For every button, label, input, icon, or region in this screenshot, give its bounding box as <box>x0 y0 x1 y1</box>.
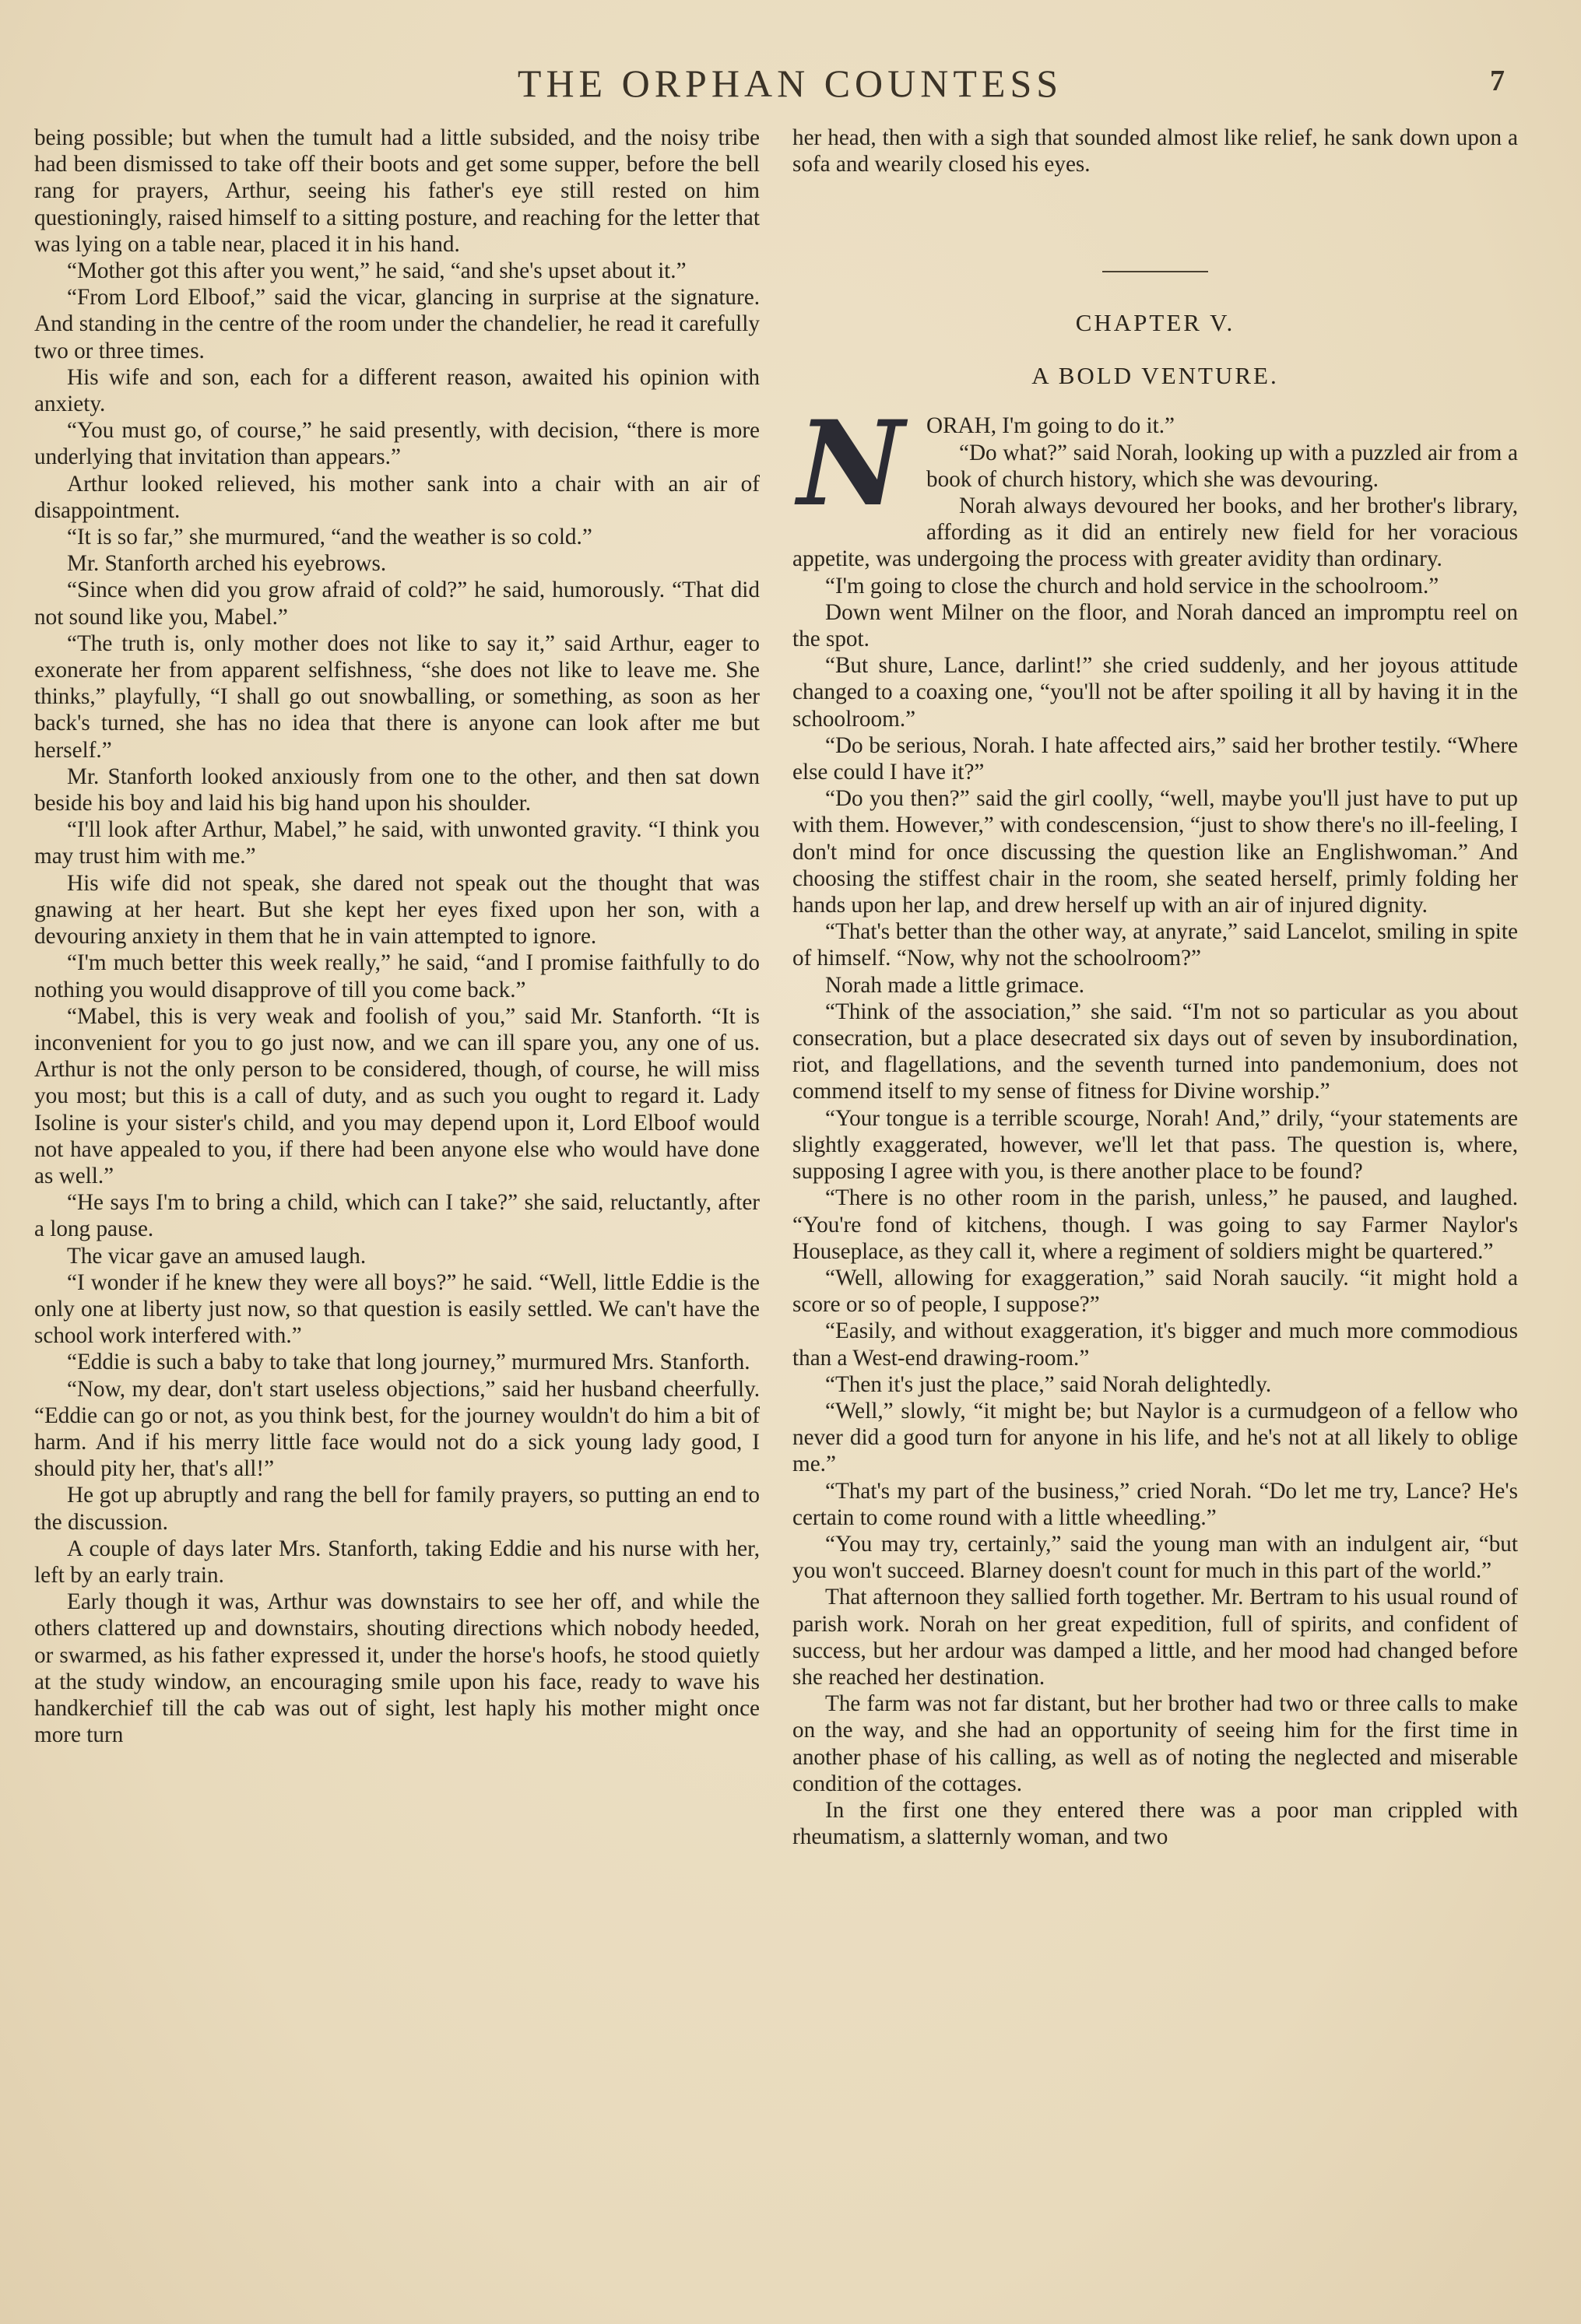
paragraph: Norah made a little grimace. <box>825 972 1085 998</box>
paragraph: her head, then with a sigh that sounded almost like relief, he sank down upon a sofa and wearily closed his eyes. <box>792 125 1518 177</box>
paragraph: “The truth is, only mother does not like to say it,” said Arthur, eager to exonerate her from apparent selfishness, “she does not like to leave me. She thinks,” playfully, “I shall go out snowballing, or something, as soon as her back's turned, she has no idea that there is anyone can look after me but herself.” <box>34 630 760 763</box>
chapter-heading: CHAPTER V. <box>1075 309 1235 337</box>
paragraph: Arthur looked relieved, his mother sank into a chair with an air of disappointment. <box>34 471 760 523</box>
paragraph: “It is so far,” she murmured, “and the weather is so cold.” <box>67 525 592 550</box>
section-divider <box>1102 271 1208 272</box>
paragraph: “That's my part of the business,” cried Norah. “Do let me try, Lance? He's certain to come round with a little wheedling.” <box>792 1478 1518 1530</box>
paragraph: In the first one they entered there was a poor man crippled with rheumatism, a slatternly woman, and two <box>792 1797 1518 1850</box>
paragraph: “Your tongue is a terrible scourge, Norah! And,” drily, “your statements are slightly exaggerated, however, we'll let that pass. The question is, where, supposing I agree with you, is there another place to be found? <box>792 1105 1518 1185</box>
left-column <box>34 125 760 1748</box>
paragraph: A couple of days later Mrs. Stanforth, taking Eddie and his nurse with her, left by an early train. <box>34 1536 760 1588</box>
paragraph: “From Lord Elboof,” said the vicar, glancing in surprise at the signature. And standing in the centre of the room under the chandelier, he read it carefully two or three times. <box>34 285 760 363</box>
paragraph: “I'm going to close the church and hold service in the schoolroom.” <box>825 573 1439 599</box>
paragraph: That afternoon they sallied forth together. Mr. Bertram to his usual round of parish work. Norah on her great expedition, full of spirits, and confident of success, but her ardour was damped a little, and her mood had changed before she reached her destination. <box>792 1585 1518 1690</box>
paragraph: “Well,” slowly, “it might be; but Naylor is a curmudgeon of a fellow who never did a good turn for anyone in his life, and he's not at all likely to oblige me.” <box>792 1398 1518 1477</box>
paragraph: “Then it's just the place,” said Norah delightedly. <box>825 1371 1272 1397</box>
right-column <box>792 125 1518 1850</box>
paragraph: “But shure, Lance, darlint!” she cried suddenly, and her joyous attitude changed to a coaxing one, “you'll not be after spoiling it all by having it in the schoolroom.” <box>792 653 1518 732</box>
paragraph: “You must go, of course,” he said presently, with decision, “there is more underlying that invitation than appears.” <box>34 418 760 470</box>
paragraph: “I wonder if he knew they were all boys?” he said. “Well, little Eddie is the only one at liberty just now, so that question is easily settled. We can't have the school work interfered with.” <box>34 1269 760 1349</box>
paragraph: Down went Milner on the floor, and Norah danced an impromptu reel on the spot. <box>792 599 1518 652</box>
paragraph: “Do you then?” said the girl coolly, “well, maybe you'll just have to put up with them. However,” with condescension, “just to show there's no ill-feeling, I don't mind for once discussing the question like an Englishwoman.” And choosing the stiffest chair in the room, she seated herself, primly folding her hands upon her lap, and drew herself up with an air of injured dignity. <box>792 786 1518 918</box>
paragraph: “Well, allowing for exaggeration,” said Norah saucily. “it might hold a score or so of people, I suppose?” <box>792 1265 1518 1318</box>
paragraph: “Since when did you grow afraid of cold?” he said, humorously. “That did not sound like you, Mabel.” <box>34 577 760 630</box>
running-title: THE ORPHAN COUNTESS <box>517 61 1063 105</box>
paragraph: Mr. Stanforth looked anxiously from one to the other, and then sat down beside his boy and laid his big hand upon his shoulder. <box>34 764 760 816</box>
chapter-opening <box>792 395 1518 1850</box>
paragraph: “Easily, and without exaggeration, it's bigger and much more commodious than a West-end drawing-room.” <box>792 1318 1518 1371</box>
paragraph: “Do what?” said Norah, looking up with a puzzled air from a book of church history, which she was devouring. <box>926 440 1518 492</box>
drop-cap: N <box>797 395 905 533</box>
paragraph: “Eddie is such a baby to take that long journey,” murmured Mrs. Stanforth. <box>67 1350 750 1375</box>
paragraph: “There is no other room in the parish, unless,” he paused, and laughed. “You're fond of kitchens, though. I was going to say Farmer Naylor's Houseplace, as they call it, where a regiment of soldiers might be quartered.” <box>792 1185 1518 1264</box>
paragraph: “Mabel, this is very weak and foolish of you,” said Mr. Stanforth. “It is inconvenient for you to go just now, and we can ill spare you, any one of us. Arthur is not the only person to be considered, though, of course, he will miss you most; but this is a call of duty, and as such you ought to regard it. Lady Isoline is your sister's child, and you may depend upon it, Lord Elboof would not have appealed to you, if there had been anyone else who would have done as well.” <box>34 1003 760 1188</box>
chapter-title: A BOLD VENTURE. <box>1031 362 1279 390</box>
paragraph: “Think of the association,” she said. “I'm not so particular as you about consecration, but a place desecrated six days out of seven by insubordination, riot, and flagellations, and the seventh turned into pandemonium, does not commend itself to my sense of fitness for Divine worship.” <box>792 999 1518 1104</box>
paragraph: He got up abruptly and rang the bell for family prayers, so putting an end to the discussion. <box>34 1483 760 1535</box>
paragraph: “I'm much better this week really,” he said, “and I promise faithfully to do nothing you would disapprove of till you come back.” <box>34 950 760 1002</box>
paragraph: Mr. Stanforth arched his eyebrows. <box>67 551 387 577</box>
page-number: 7 <box>1490 65 1505 97</box>
paragraph: “That's better than the other way, at anyrate,” said Lancelot, smiling in spite of himself. “Now, why not the schoolroom?” <box>792 919 1518 971</box>
paragraph: His wife and son, each for a different reason, awaited his opinion with anxiety. <box>34 364 760 417</box>
paragraph: “Do be serious, Norah. I hate affected airs,” said her brother testily. “Where else could I have it?” <box>792 732 1518 785</box>
paragraph: “Mother got this after you went,” he said, “and she's upset about it.” <box>67 258 687 284</box>
paragraph: His wife did not speak, she dared not speak out the thought that was gnawing at her heart. But she kept her eyes fixed upon her son, with a devouring anxiety in them that he in vain attempted to ignore. <box>34 870 760 950</box>
paragraph: Norah always devoured her books, and her brother's library, affording as it did an entirely new field for her voracious appetite, was undergoing the process with greater avidity than ordinary. <box>792 493 1518 572</box>
paragraph: “Now, my dear, don't start useless objections,” said her husband cheerfully. “Eddie can go or not, as you think best, for the journey wouldn't do him a bit of harm. And if his merry little face would not do a sick young lady good, I should pity her, that's all!” <box>34 1376 760 1482</box>
paragraph: “He says I'm to bring a child, which can I take?” she said, reluctantly, after a long pause. <box>34 1190 760 1242</box>
paragraph: “You may try, certainly,” said the young man with an indulgent air, “but you won't succeed. Blarney doesn't count for much in this part of the world.” <box>792 1531 1518 1584</box>
paragraph: “I'll look after Arthur, Mabel,” he said, with unwonted gravity. “I think you may trust him with me.” <box>34 817 760 869</box>
paragraph: Early though it was, Arthur was downstairs to see her off, and while the others clattered up and downstairs, shouting directions which nobody heeded, or swarmed, as his father expressed it, under the horse's hoofs, he stood quietly at the study window, an encouraging smile upon his face, ready to wave his handkerchief till the cab was out of sight, lest haply his mother might once more turn <box>34 1589 760 1748</box>
chapter-first-line: ORAH, I'm going to do it.” <box>926 413 1175 439</box>
running-head <box>0 61 1581 107</box>
paragraph: being possible; but when the tumult had a little subsided, and the noisy tribe had been dismissed to take off their boots and get some supper, before the bell rang for prayers, Arthur, seeing his father's eye still rested on him questioningly, raised himself to a sitting posture, and reaching for the letter that was lying on a table near, placed it in his hand. <box>34 125 760 257</box>
paragraph: The farm was not far distant, but her brother had two or three calls to make on the way, and she had an opportunity of seeing him for the first time in another phase of his calling, as well as of noting the neglected and miserable condition of the cottages. <box>792 1691 1518 1796</box>
paragraph: The vicar gave an amused laugh. <box>67 1243 367 1269</box>
